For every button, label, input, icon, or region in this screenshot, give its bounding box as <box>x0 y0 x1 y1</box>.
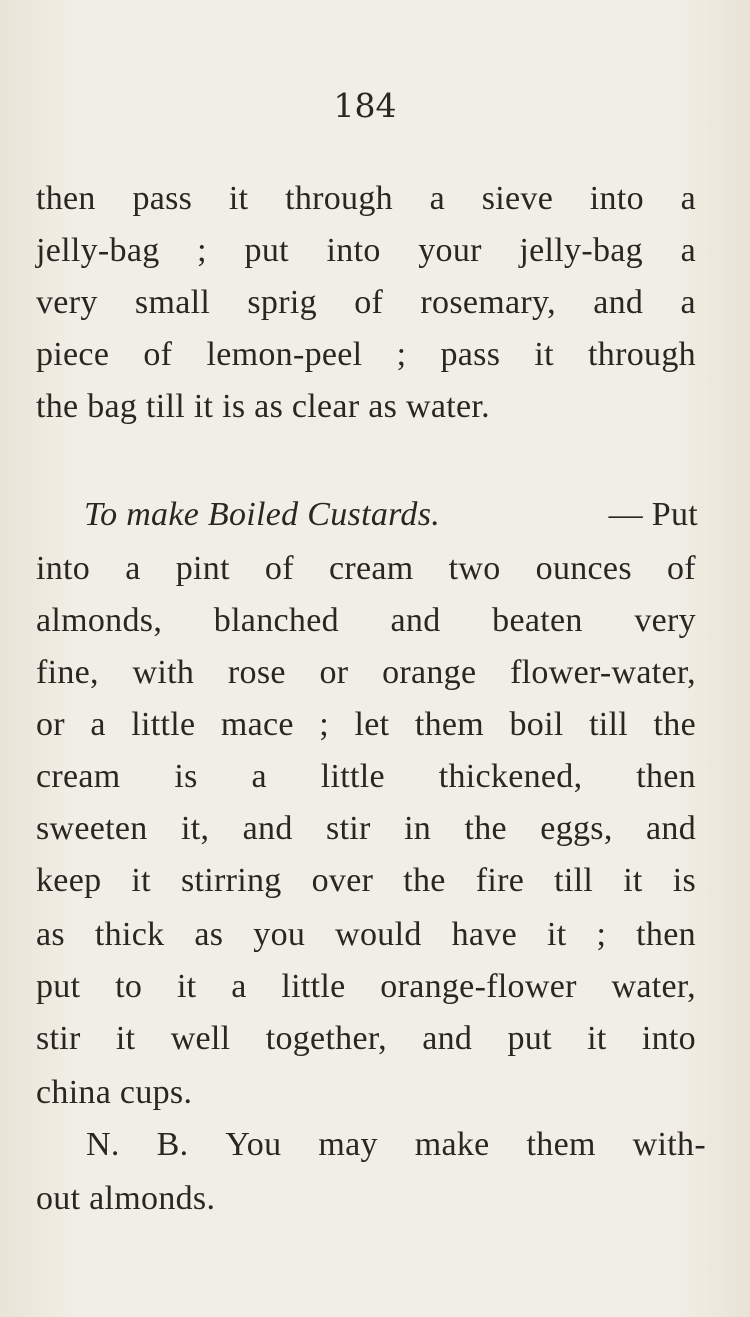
word: little <box>131 706 196 743</box>
word: fire <box>475 862 525 899</box>
word: make <box>414 1126 490 1163</box>
word: N. <box>86 1126 120 1163</box>
word: of <box>666 550 696 587</box>
word: piece <box>36 336 110 373</box>
word: pass <box>440 336 501 373</box>
word: of <box>264 550 294 587</box>
word: them <box>414 706 485 743</box>
word: ; <box>197 232 207 269</box>
word: of <box>354 284 384 321</box>
text-line <box>36 284 696 322</box>
word: put <box>244 232 289 269</box>
word: put <box>36 968 81 1005</box>
word: the <box>403 862 446 899</box>
word: blanched <box>213 602 339 639</box>
word: thick <box>94 916 165 953</box>
word: then <box>636 916 696 953</box>
word: flower-water, <box>510 654 696 691</box>
word: it <box>176 968 197 1005</box>
word: till <box>554 862 594 899</box>
word: stirring <box>180 862 282 899</box>
recipe-title: To make Boiled Custards. <box>84 496 441 533</box>
word: the <box>464 810 507 847</box>
word: is <box>174 758 198 795</box>
word: into <box>36 550 91 587</box>
word: as <box>194 916 224 953</box>
word: it <box>587 1020 607 1057</box>
word: ; <box>396 336 407 373</box>
word: into <box>589 180 644 217</box>
text-line: — Put <box>608 496 698 533</box>
text-line <box>36 232 696 270</box>
word: it <box>623 862 643 899</box>
text-line: china cups. <box>36 1074 193 1111</box>
word: into <box>641 1020 696 1057</box>
word: a <box>680 232 696 269</box>
note-line <box>86 1126 706 1164</box>
word: very <box>634 602 696 639</box>
text-line <box>36 654 696 692</box>
text-line <box>36 180 696 218</box>
word: jelly-bag <box>519 232 643 269</box>
word: ; <box>319 706 330 743</box>
word: a <box>125 550 141 587</box>
word: till <box>589 706 629 743</box>
word: sieve <box>481 180 554 217</box>
word: through <box>285 180 393 217</box>
word: jelly-bag <box>36 232 160 269</box>
word: rosemary, <box>420 284 556 321</box>
word: cream <box>36 758 121 795</box>
word: stir <box>36 1020 81 1057</box>
text-line <box>36 968 696 1006</box>
page-number: 184 <box>333 86 397 125</box>
word: and <box>646 810 696 847</box>
word: water, <box>611 968 696 1005</box>
text-line <box>36 810 696 848</box>
word: ; <box>596 916 607 953</box>
word: a <box>680 180 696 217</box>
text-line <box>36 862 696 900</box>
word: it <box>131 862 151 899</box>
word: almonds, <box>36 602 163 639</box>
word: little <box>320 758 385 795</box>
word: mace <box>220 706 294 743</box>
word: a <box>231 968 247 1005</box>
word: small <box>134 284 211 321</box>
word: as <box>36 916 65 953</box>
word: it, <box>180 810 210 847</box>
word: over <box>311 862 374 899</box>
word: is <box>672 862 696 899</box>
word: put <box>507 1020 552 1057</box>
word: let <box>354 706 390 743</box>
word: well <box>170 1020 231 1057</box>
word: boil <box>509 706 564 743</box>
word: keep <box>36 862 102 899</box>
text-line <box>36 336 696 374</box>
word: a <box>429 180 446 217</box>
word: stir <box>326 810 371 847</box>
text-line <box>36 550 696 588</box>
word: You <box>225 1126 282 1163</box>
word: the <box>653 706 696 743</box>
word: then <box>36 180 96 217</box>
word: them <box>526 1126 596 1163</box>
text-line <box>36 602 696 640</box>
word: it <box>228 180 249 217</box>
word: very <box>36 284 98 321</box>
word: in <box>404 810 432 847</box>
word: eggs, <box>540 810 613 847</box>
word: into <box>326 232 381 269</box>
word: sprig <box>247 284 317 321</box>
word: a <box>680 284 696 321</box>
word: of <box>143 336 173 373</box>
word: and <box>593 284 644 321</box>
word: B. <box>156 1126 189 1163</box>
word: rose <box>227 654 286 691</box>
word: would <box>335 916 422 953</box>
word: lemon-peel <box>206 336 363 373</box>
word: orange-flower <box>380 968 577 1005</box>
word: may <box>318 1126 378 1163</box>
word: to <box>115 968 143 1005</box>
word: cream <box>328 550 414 587</box>
word: with- <box>632 1126 706 1163</box>
word: pass <box>132 180 193 217</box>
word: or <box>319 654 349 691</box>
word: your <box>418 232 482 269</box>
word: beaten <box>492 602 583 639</box>
text-line <box>36 758 696 796</box>
word: thickened, <box>438 758 583 795</box>
word: then <box>636 758 696 795</box>
word: a <box>90 706 106 743</box>
word: or <box>36 706 65 743</box>
word: and <box>242 810 293 847</box>
word: together, <box>265 1020 387 1057</box>
text-line <box>36 706 696 744</box>
word: and <box>390 602 441 639</box>
word: pint <box>175 550 230 587</box>
word: two <box>448 550 501 587</box>
word: sweeten <box>36 810 148 847</box>
word: it <box>546 916 567 953</box>
word: a <box>251 758 267 795</box>
word: you <box>253 916 306 953</box>
word: orange <box>382 654 477 691</box>
word: little <box>281 968 346 1005</box>
word: through <box>588 336 696 373</box>
word: it <box>115 1020 136 1057</box>
word: ounces <box>535 550 632 587</box>
word: have <box>451 916 517 953</box>
recipe-heading-line <box>84 496 698 534</box>
word: it <box>534 336 554 373</box>
word: with <box>132 654 195 691</box>
text-line: the bag till it is as clear as water. <box>36 388 490 425</box>
word: and <box>422 1020 473 1057</box>
text-line <box>36 1020 696 1058</box>
text-line <box>36 916 696 954</box>
word: fine, <box>36 654 99 691</box>
note-line: out almonds. <box>36 1180 216 1217</box>
